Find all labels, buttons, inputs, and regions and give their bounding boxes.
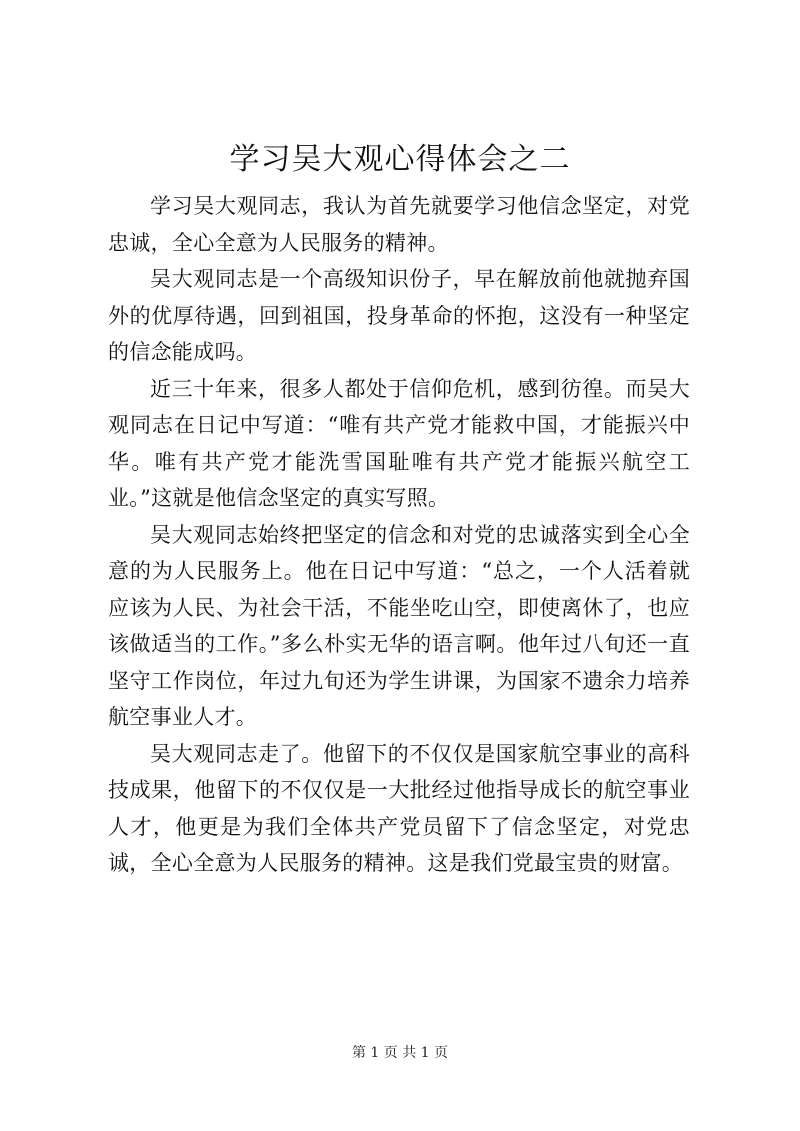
paragraph-4: 吴大观同志始终把坚定的信念和对党的忠诚落实到全心全意的为人民服务上。他在日记中写道：“总之，一个人活着就应该为人民、为社会干活，不能坐吃山空，即使离休了，也应该做适当的工作。”多么朴实无华的语言啊。他年过八旬还一直坚守工作岗位，年过九旬还为学生讲课，为国家不遗余力培养航空事业人才。 xyxy=(108,522,690,729)
paragraph-3: 近三十年来，很多人都处于信仰危机，感到彷徨。而吴大观同志在日记中写道：“唯有共产党才能救中国，才能振兴中华。唯有共产党才能洗雪国耻唯有共产党才能振兴航空工业。”这就是他信念坚定的真实写照。 xyxy=(108,376,690,510)
page-number-footer: 第 1 页 共 1 页 xyxy=(351,1045,449,1061)
paragraph-2: 吴大观同志是一个高级知识份子，早在解放前他就抛弃国外的优厚待遇，回到祖国，投身革命的怀抱，这没有一种坚定的信念能成吗。 xyxy=(108,267,690,364)
document-title: 学习吴大观心得体会之二 xyxy=(229,142,571,177)
document-body xyxy=(108,188,690,882)
paragraph-5: 吴大观同志走了。他留下的不仅仅是国家航空事业的高科技成果，他留下的不仅仅是一大批经过他指导成长的航空事业人才，他更是为我们全体共产党员留下了信念坚定，对党忠诚，全心全意为人民服务的精神。这是我们党最宝贵的财富。 xyxy=(108,741,690,875)
paragraph-1: 学习吴大观同志，我认为首先就要学习他信念坚定，对党忠诚，全心全意为人民服务的精神。 xyxy=(108,194,690,255)
